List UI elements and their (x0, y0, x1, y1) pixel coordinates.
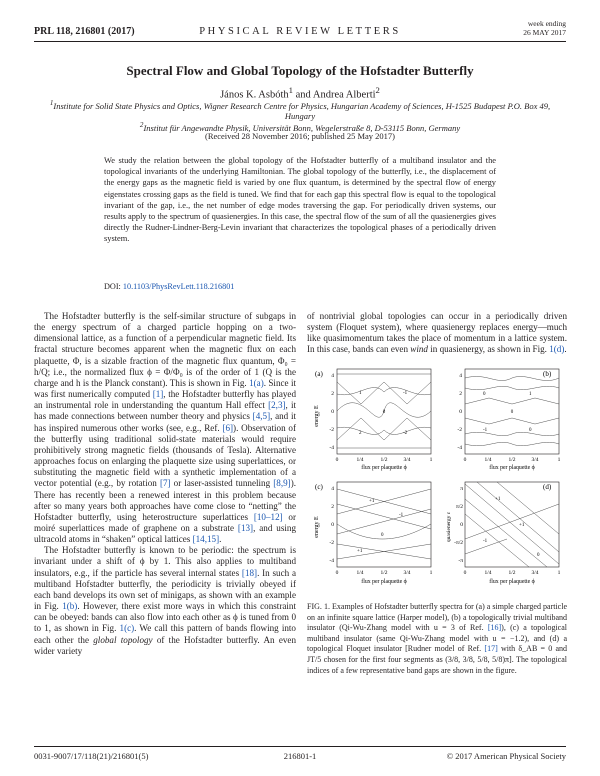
topo-label: 0 (483, 392, 486, 397)
x-tick: 0 (463, 457, 467, 463)
panel-label: (b) (543, 370, 552, 378)
abstract: We study the relation between the global topology of the Hofstadter butterfly of a multiband insulator and the topological invariants of the underlying Hamiltonian. The global topology of the butterfly, i.e., the displacement of the energy gaps as the magnetic field is varied by one flux quantum, is determined by the spectral flow of energy eigenstates crossing gaps as the field is tuned. We find that for each gap this spectral flow is equal to the topological invariant of the gap, i.e., the net number of edge modes traversing the gap. For periodically driven systems, our results apply to the spectrum of quasienergies. In this case, the spectral flow of the sum of all the quasienergies gives directly the Rudner-Lindner-Berg-Levin invariant that characterizes the topological phases of a periodically driven system. (104, 156, 496, 244)
topo-label: 0 (510, 410, 514, 415)
figure-ref[interactable]: 1(c) (119, 623, 135, 634)
topo-label: +1 (369, 499, 375, 504)
citation-ref[interactable]: [7] (159, 478, 171, 489)
topo-label: +1 (495, 497, 501, 502)
axis-ylabel: quasienergy ε (446, 511, 452, 543)
citation-ref[interactable]: [4,5] (252, 411, 271, 422)
panel-c (314, 482, 433, 585)
doi-link[interactable]: 10.1103/PhysRevLett.118.216801 (122, 282, 235, 291)
topo-label: -1 (483, 539, 488, 544)
axis-xlabel: flux per plaquette ϕ (489, 465, 535, 471)
footer-code: 0031-9007/17/118(21)/216801(5) (34, 751, 149, 761)
x-tick: 1/2 (508, 570, 516, 576)
topo-label: +1 (357, 549, 363, 554)
panel-label: (a) (315, 370, 323, 378)
y-tick: -2 (329, 540, 334, 546)
article-title: Spectral Flow and Global Topology of the Hofstadter Butterfly (126, 63, 474, 78)
topo-label: 0 (537, 553, 540, 558)
axis-xlabel: flux per plaquette ϕ (361, 465, 407, 471)
figure-ref[interactable]: 1(a) (249, 377, 264, 388)
y-tick: 0 (331, 522, 334, 528)
panel-label: (d) (543, 483, 552, 491)
footer-rule (34, 746, 566, 747)
topo-label: -2 (403, 431, 408, 436)
page-number: 216801-1 (283, 751, 317, 761)
panel-d (446, 482, 561, 585)
topo-label: 0 (529, 428, 532, 433)
y-tick: -π/2 (454, 540, 463, 546)
received-dates: (Received 28 November 2016; published 25 May 2017) (204, 131, 396, 141)
x-tick: 3/4 (403, 570, 411, 576)
y-tick: 4 (331, 486, 334, 492)
y-tick: π/2 (455, 504, 463, 510)
topo-label: -1 (403, 391, 408, 396)
citation-ref[interactable]: [14,15] (192, 534, 220, 545)
citation-ref[interactable]: [16] (487, 623, 502, 633)
y-tick: 2 (459, 391, 462, 397)
figure-svg (307, 364, 567, 594)
affiliation-sup: 2 (139, 121, 144, 129)
citation-ref[interactable]: [13] (237, 522, 254, 533)
header-citation: PRL 118, 216801 (2017) (34, 26, 135, 37)
panel-label: (c) (315, 483, 323, 491)
citation-ref[interactable]: [8,9] (273, 478, 291, 489)
y-tick: 4 (459, 373, 462, 379)
author-sup: 2 (375, 85, 380, 95)
affiliation-sup: 1 (49, 99, 54, 107)
x-tick: 1 (429, 570, 433, 576)
y-tick: π (460, 486, 463, 492)
x-tick: 0 (335, 570, 339, 576)
axis-ylabel: energy E (314, 405, 320, 427)
x-tick: 1/4 (356, 570, 364, 576)
y-tick: -4 (329, 445, 334, 451)
x-tick: 1 (557, 570, 561, 576)
paragraph: of nontrivial global topologies can occur in a periodically driven system (Floquet system), where quasienergy replaces energy—much like quasimomentum takes the place of momentum in a lattice system. In this case, bands can even wind in quasienergy, as shown in Fig. 1(d). (307, 311, 567, 355)
x-tick: 3/4 (403, 457, 411, 463)
y-tick: -π (458, 558, 463, 564)
journal-name: PHYSICAL REVIEW LETTERS (199, 26, 401, 37)
y-tick: 4 (331, 373, 334, 379)
doi-line (104, 282, 234, 291)
emphasis: wind (410, 344, 428, 355)
x-tick: 1/4 (484, 570, 492, 576)
topo-label: 0 (381, 533, 384, 538)
author-name: Andrea Alberti (312, 89, 376, 101)
header-rule (34, 41, 566, 42)
citation-ref[interactable]: [1] (152, 389, 164, 400)
x-tick: 0 (335, 457, 339, 463)
figure-1 (307, 364, 567, 594)
axis-xlabel: flux per plaquette ϕ (489, 579, 535, 585)
topo-label: -1 (483, 428, 488, 433)
x-tick: 1/4 (356, 457, 364, 463)
affiliation-text: Institut für Angewandte Physik, Universität Bonn, Wegelerstraße 8, D-53115 Bonn, Germany (143, 122, 461, 133)
figure-caption: FIG. 1. Examples of Hofstadter butterfly spectra for (a) a simple charged particle on an infinite square lattice (Harper model), (b) a topologically trivial multiband insulator (Qi-Wu-Zhang model with u = 3 of Ref. [16]), (c) a topological multiband insulator (same Qi-Wu-Zhang model with u = −1.2), and (d) a topological Floquet insulator [Rudner model of Ref. [17] with δ_AB = 0 and JT/5 chosen for the first four segments as (3/8, 3/8, 5/8, 5/8)π]. The topological indices of a few representative band gaps are shown in the figure. (307, 602, 568, 675)
axis-ylabel: energy E (314, 516, 320, 538)
x-tick: 1/2 (380, 457, 388, 463)
paragraph: The Hofstadter butterfly is the self-similar structure of subgaps in the energy spectrum of a charged particle hopping on a two-dimensional lattice, as a function of a perpendicular magnetic field. Its fractal structure becomes apparent when the magnetic flux on each plaquette, Φ, is a sizable fraction of the magnetic flux quantum, Φ₀ = h/Q; i.e., the normalized flux ϕ = Φ/Φ₀ is of the order of 1 (Q is the charge and h is the Planck constant). This is shown in Fig. 1(a). Since it was first numerically computed [1], the Hofstadter butterfly has played an instrumental role in understanding the quantum Hall effect [2,3], it has made connections between number theory and physics [4,5], and it has inspired numerous other works (see, e.g., Ref. [6]). Observation of the butterfly using traditional solid-state materials would require prohibitively strong magnetic fields (thousands of Tesla). Alternative approaches focus on enlarging the plaquette size using superlattices, or substituting the magnetic field with a synthetic implementation of a vector potential (e.g., by rotation [7] or laser-assisted tunneling [8,9]). There has recently been a renewed interest in this problem because after so many years both approaches have come close to “netting” the Hofstadter butterfly, using heterostructure superlattices [10–12] or moiré superlattices made of graphene on a substrate [13], and using ultracold atoms in “shaken” optical lattices [14,15]. (34, 311, 296, 545)
y-tick: 0 (459, 409, 462, 415)
y-tick: -4 (457, 445, 462, 451)
author-name: János K. Asbóth (220, 89, 289, 101)
citation-ref[interactable]: [17] (484, 644, 498, 654)
x-tick: 1/4 (484, 457, 492, 463)
y-tick: 0 (460, 522, 463, 528)
topo-label: 2 (359, 431, 362, 436)
topo-label: -1 (399, 513, 404, 518)
body-left-column (34, 311, 296, 657)
topo-label: 1 (359, 391, 362, 396)
panel-b (457, 369, 560, 471)
y-tick: 2 (331, 391, 334, 397)
citation-ref[interactable]: [6] (222, 422, 234, 433)
copyright: © 2017 American Physical Society (446, 751, 566, 761)
paragraph: The Hofstadter butterfly is known to be periodic: the spectrum is invariant under a shift of ϕ by 1. This also applies to multiband insulators, e.g., if the particle has several internal states [18]. In such a multiband Hofstadter butterfly, the periodicity is trivially obeyed if each band develops its own set of minigaps, as shown with an example in Fig. 1(b). However, there exist more ways in which this constraint can be obeyed: bands can also flow into each other as ϕ is tuned from 0 to 1, as shown in Fig. 1(c). We call this pattern of bands flowing into each other the global topology of the Hofstadter butterfly. An even wider variety (34, 545, 297, 656)
doi-label: DOI: (104, 282, 123, 291)
week-ending (523, 19, 566, 37)
y-tick: -2 (329, 427, 334, 433)
citation-ref[interactable]: [18] (241, 567, 258, 578)
week-ending-label: week ending (527, 19, 566, 28)
x-tick: 1 (429, 457, 433, 463)
y-tick: 0 (331, 409, 334, 415)
axis-xlabel: flux per plaquette ϕ (361, 579, 407, 585)
y-tick: -4 (329, 558, 334, 564)
week-ending-date: 26 MAY 2017 (523, 28, 566, 37)
x-tick: 1/2 (380, 570, 388, 576)
figure-ref[interactable]: 1(d) (549, 344, 565, 355)
affiliation-text: Institute for Solid State Physics and Optics, Wigner Research Centre for Physics, Hungarian Academy of Sciences, H-1525 Budapest P.O. Box 49, Hungary (53, 100, 551, 122)
topo-label: +1 (519, 523, 525, 528)
topo-label: 0 (382, 410, 386, 415)
author-sup: 1 (288, 85, 294, 95)
panel-a (314, 369, 433, 471)
y-tick: -2 (457, 427, 462, 433)
panel-frame (337, 482, 431, 567)
affiliation (40, 98, 560, 122)
x-tick: 0 (463, 570, 467, 576)
x-tick: 3/4 (531, 457, 539, 463)
y-tick: 2 (331, 504, 334, 510)
body-right-column (307, 311, 567, 356)
emphasis: global topology (93, 634, 153, 645)
x-tick: 1 (557, 457, 561, 463)
author-separator: and (293, 89, 313, 101)
figure-ref[interactable]: 1(b) (62, 601, 78, 612)
topo-label: 1 (529, 392, 532, 397)
x-tick: 3/4 (531, 570, 539, 576)
x-tick: 1/2 (508, 457, 516, 463)
citation-ref[interactable]: [10–12] (253, 511, 283, 522)
citation-ref[interactable]: [2,3] (268, 400, 286, 411)
